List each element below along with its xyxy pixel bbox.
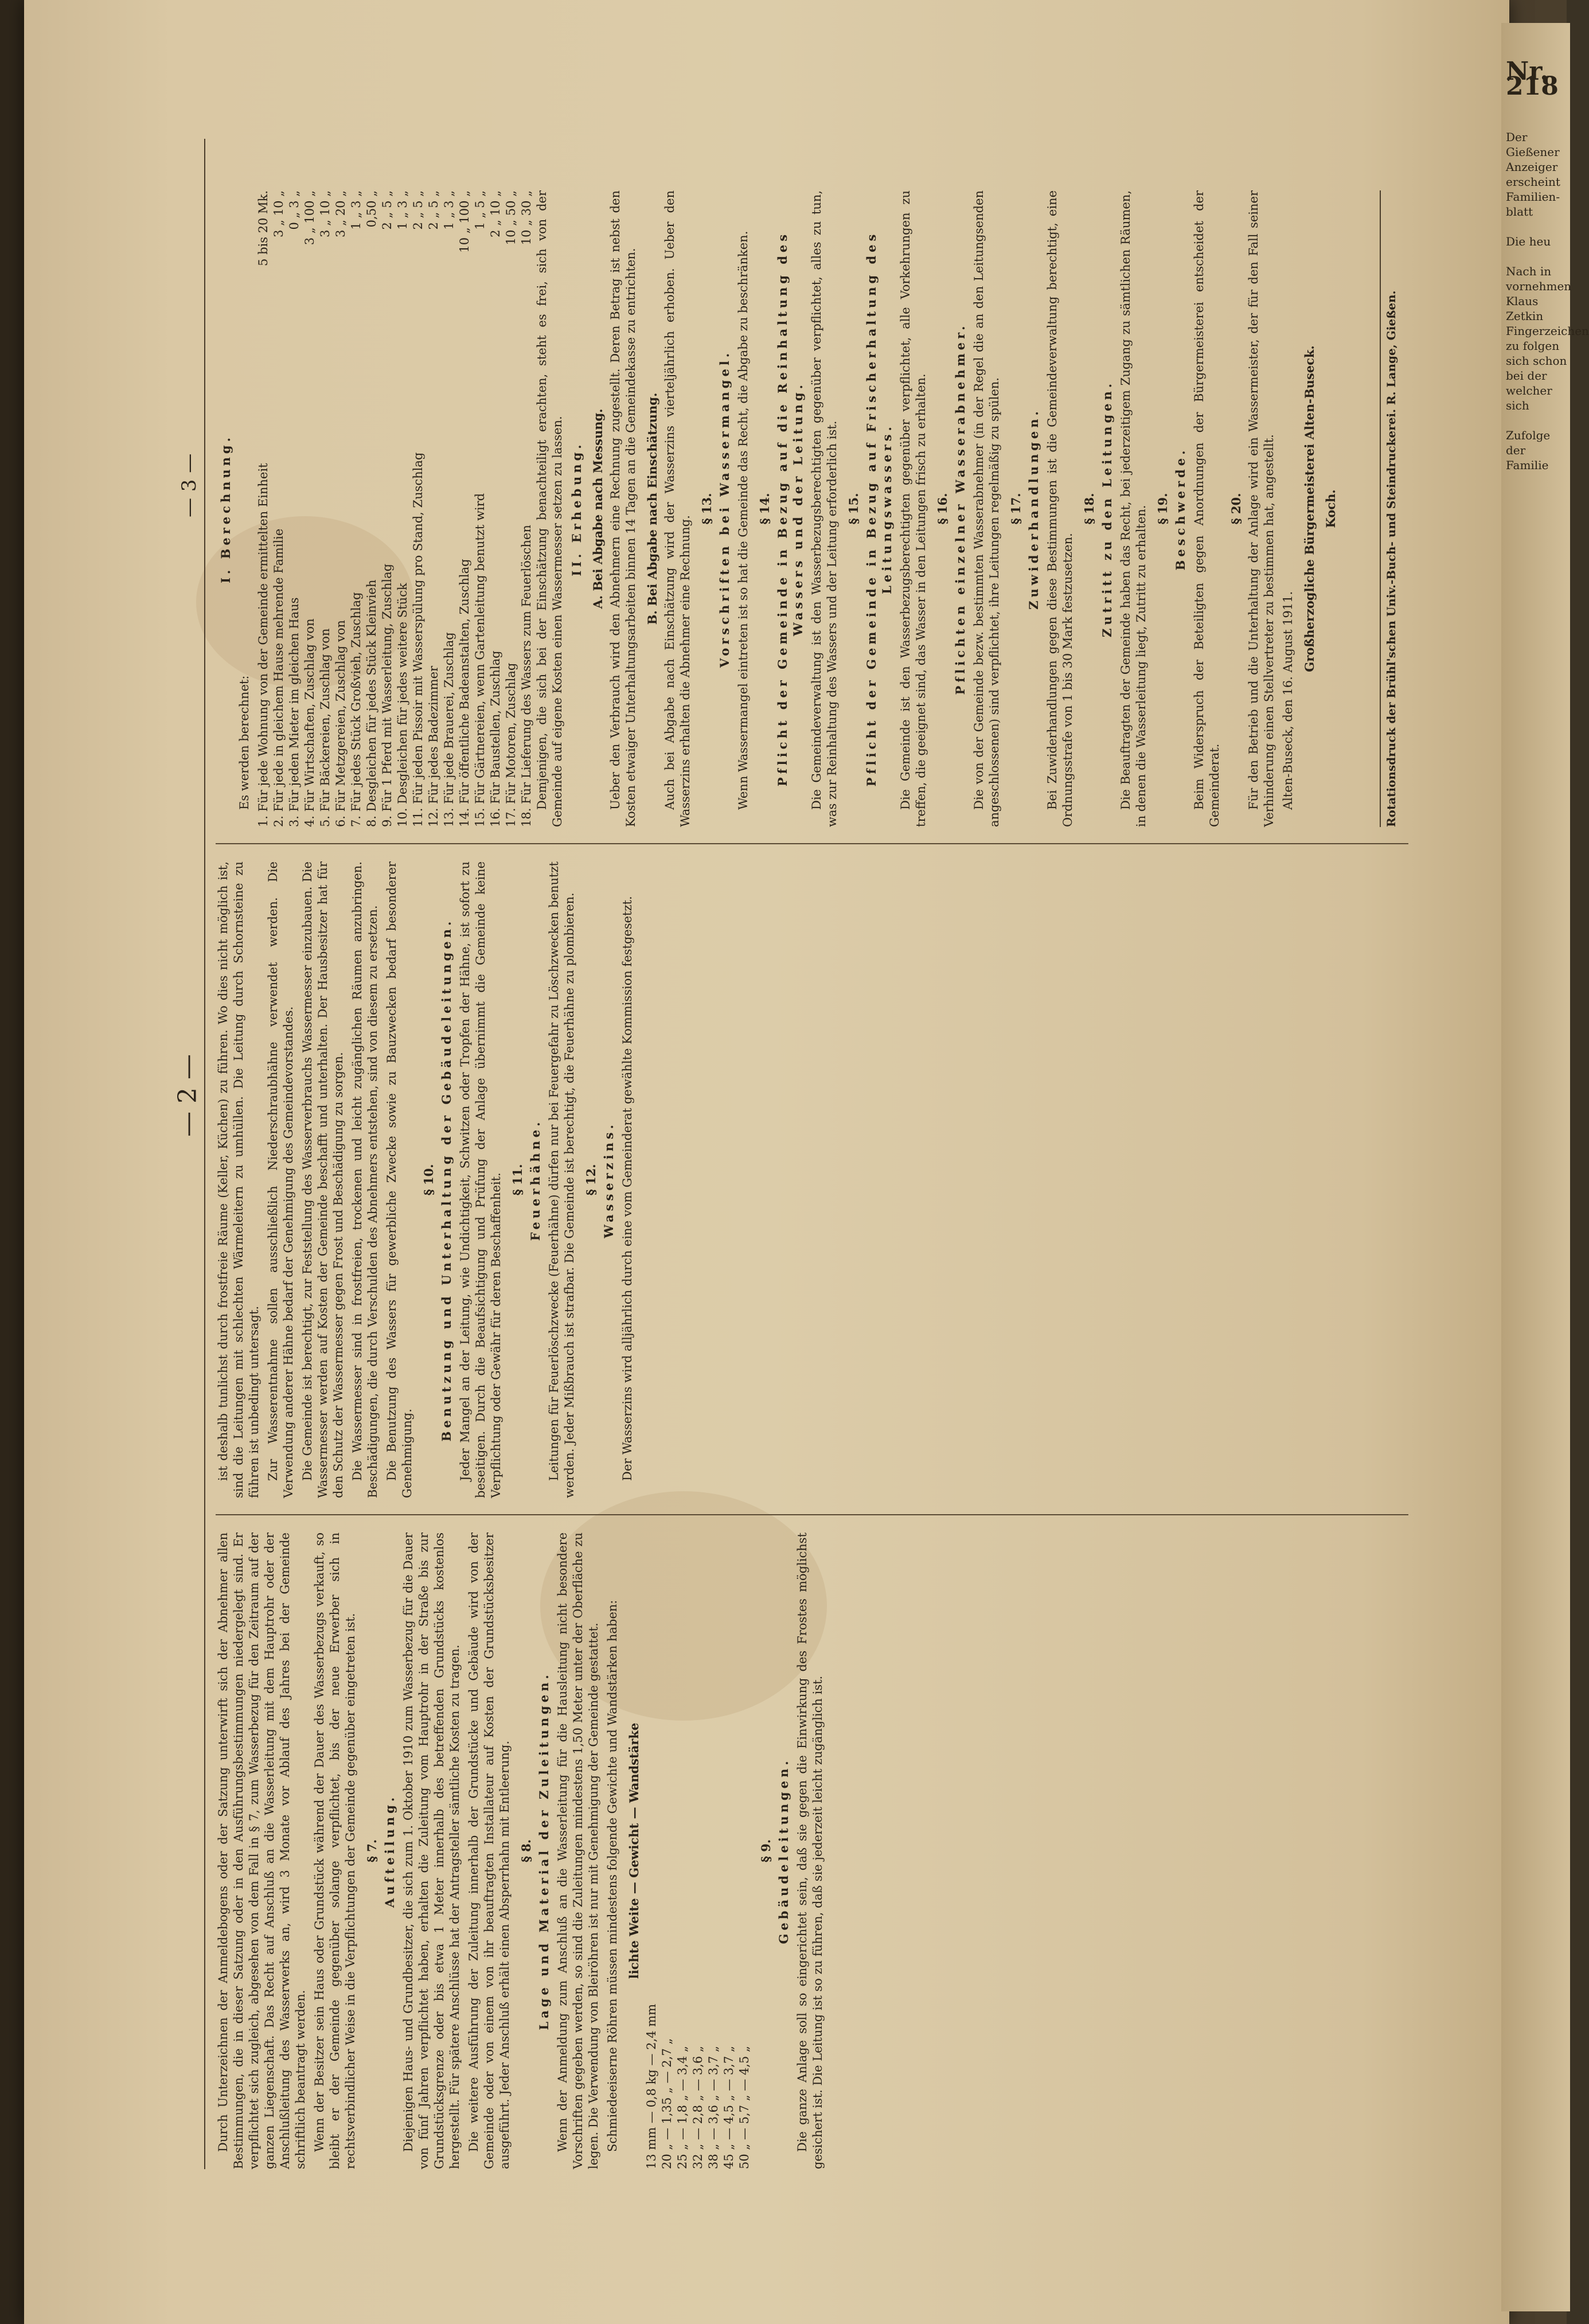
paragraph: Durch Unterzeichnen der Anmeldebogens oder der Satzung unterwirft sich der Abnehmer allen Bestimmungen, die in dieser Satzung oder in den Ausführungsbestimmungen niedergelegt sind. Er verpflichtet sich zugleich, abgesehen von dem Fall in § 7, zum Wasserbezug für den Zeitraum auf der ganzen Liegenschaft. Das Recht auf Anschluß an die Wasserleitung mit dem Hauptrohr oder der Anschlußleitung des Wasserwerks an, wird 3 Monate vor Ablauf des Jahres bei der Gemeinde schriftlich beantragt werden. [216, 1533, 307, 2169]
section-heading: Wasserzins. [602, 1121, 616, 1238]
section-number: § 20. [1229, 493, 1243, 525]
section-heading: Zutritt zu den Leitungen. [1100, 380, 1114, 638]
fee-item-label: 4. Für Wirtschaften, Zuschlag von [303, 618, 317, 827]
rotated-page-content [170, 139, 1431, 2169]
fee-item-label: 14. Für öffentliche Badeanstalten, Zuschlag [458, 559, 471, 827]
fee-item-amount: 1 „ 3 „ [396, 190, 409, 230]
fee-item-label: 7. Für jedes Stück Großvieh, Zuschlag [349, 592, 363, 827]
fee-item [333, 190, 349, 827]
page-number: — 2 — [173, 1054, 202, 1137]
fee-item [488, 190, 503, 827]
paragraph: ist deshalb tunlichst durch frostfreie Räume (Keller, Küchen) zu führen. Wo dies nicht möglich ist, sind die Leitungen mit schlechten Wärmeleitern zu umhüllen. Die Leitung durch Schornsteine zu führen ist unbedingt untersagt. [216, 861, 261, 1498]
section-heading: Lage und Material der Zuleitungen. [537, 1671, 551, 2030]
fee-item-label: 5. Für Bäckereien, Zuschlag von [318, 628, 332, 827]
table-row: 13 mm — 0,8 kg — 2,4 mm [645, 2003, 658, 2169]
fee-item [302, 190, 318, 827]
fee-item-label: 1. Für jede Wohnung von der Gemeinde ermittelten Einheit [256, 463, 270, 827]
section-number: § 10. [421, 1164, 436, 1196]
section-heading: Beschwerde. [1173, 447, 1188, 571]
paragraph: Die Gemeinde ist den Wasserbezugsberechtigten gegenüber verpflichtet, alle Vorkehrungen zu treffen, die geeignet sind, das Wasser in den Leitungen frisch zu erhalten. [899, 190, 928, 827]
fee-item-label: 16. Für Baustellen, Zuschlag [489, 650, 502, 827]
fee-item-amount: 10 „ 100 „ [458, 190, 471, 253]
paragraph: Die Wassermesser sind in frostfreien, trockenen und leicht zugänglichen Räumen anzubringen. Beschädigungen, die durch Verschulden des Abnehmers entstehen, sind von diesem zu ersetzen. [350, 861, 380, 1498]
fee-item [411, 190, 426, 827]
page-header [170, 139, 205, 2169]
adjacent-page-content [1506, 34, 1589, 502]
text-columns [216, 139, 1420, 2169]
fee-item-label: 15. Für Gärtnereien, wenn Gartenleitung benutzt wird [473, 493, 487, 827]
paragraph: Bei Zuwiderhandlungen gegen diese Bestimmungen ist die Gemeindeverwaltung berechtigt, eine Ordnungsstrafe von 1 bis 30 Mark festzusetzen. [1045, 190, 1075, 827]
section-heading: I. Berechnung. [218, 434, 233, 583]
fee-item [457, 190, 473, 827]
section-number: § 16. [935, 493, 950, 525]
fee-item [519, 190, 534, 827]
header-dash: — 3 — [178, 453, 201, 517]
section-number: § 11. [510, 1164, 525, 1196]
fee-item [349, 190, 364, 827]
fee-item-amount: 3 „ 100 „ [303, 190, 317, 245]
fee-item [473, 190, 488, 827]
fee-item-amount: 3 „ 10 „ [272, 190, 286, 237]
fee-item-amount: 3 „ 10 „ [318, 190, 332, 237]
paragraph: Jeder Mangel an der Leitung, wie Undichtigkeit, Schwitzen oder Tropfen der Hähne, ist sofort zu beseitigen. Durch die Beaufsichtigung und Prüfung der Anlage übernimmt die Gemeinde keine Verpflichtung oder Gewähr für deren Beschaffenheit. [458, 861, 503, 1498]
fee-item-label: 11. Für jeden Pissoir mit Wasserspülung pro Stand, Zuschlag [411, 452, 425, 827]
paragraph: Ueber den Verbrauch wird den Abnehmern eine Rechnung zugestellt. Deren Betrag ist nebst den Kosten etwaiger Unterhaltungsarbeiten binnen 14 Tagen an die Gemeindekasse zu entrichten. [608, 190, 638, 827]
fee-item-label: 8. Desgleichen für jedes Stück Kleinvieh [365, 579, 378, 827]
column-2 [216, 861, 1420, 1498]
table-row: 38 „ — 3,6 „ — 3,7 „ [706, 2046, 720, 2169]
subsection-heading: B. Bei Abgabe nach Einschätzung. [645, 392, 659, 625]
table-row: 50 „ — 5,7 „ — 4,5 „ [737, 2046, 751, 2169]
section-number: § 14. [758, 493, 772, 525]
fee-item-label: 9. Für 1 Pferd mit Wasserleitung, Zuschlag [380, 563, 394, 827]
paragraph: Diejenigen Haus- und Grundbesitzer, die sich zum 1. Oktober 1910 zum Wasserbezug für die Dauer von fünf Jahren verpflichtet haben, erhalten die Zuleitung vom Hauptrohr in der Straße bis zur Grundstücksgrenze oder bis etwa 1 Meter innerhalb des betreffenden Grundstücks kostenlos hergestellt. Für spätere Anschlüsse hat der Antragsteller sämtliche Kosten zu tragen. [401, 1533, 462, 2169]
fee-item-label: 6. Für Metzgereien, Zuschlag von [334, 620, 348, 827]
signature-name: Koch. [1323, 489, 1338, 528]
fee-item-label: 3. Für jeden Mieter im gleichen Haus [287, 597, 301, 827]
printer-imprint: Rotationsdruck der Brühl'schen Univ.-Buch- und Steindruckerei. R. Lange, Gießen. [1380, 190, 1398, 827]
paragraph: Die weitere Ausführung der Zuleitung innerhalb der Grundstücke und Gebäude wird von der Gemeinde oder von einem von ihr beauftragten Installateur auf Kosten der Grundstücksbesitzer ausgeführt. Jeder Anschluß erhält einen Absperrhahn mit Entleerung. [467, 1533, 512, 2169]
fee-item [380, 190, 395, 827]
fee-item-amount: 1 „ 3 „ [442, 190, 456, 230]
dateline: Alten-Buseck, den 16. August 1911. [1281, 591, 1295, 810]
fee-item-amount: 2 „ 10 „ [489, 190, 502, 237]
subsection-heading: A. Bei Abgabe nach Messung. [591, 408, 605, 609]
fee-item-amount: 1 „ 5 „ [473, 190, 487, 230]
fee-item-amount: 1 „ 3 „ [349, 190, 363, 230]
section-heading: II. Erhebung. [569, 441, 584, 576]
fee-item [318, 190, 333, 827]
paragraph: Die Benutzung des Wassers für gewerbliche Zwecke sowie zu Bauzwecken bedarf besonderer Genehmigung. [385, 861, 414, 1498]
paragraph: Der Wasserzins wird alljährlich durch eine vom Gemeinderat gewählte Kommission festgesetzt. [620, 896, 634, 1481]
section-number: § 15. [846, 493, 861, 525]
fee-item [426, 190, 442, 827]
paragraph: Demjenigen, die sich bei der Einschätzung benachteiligt erachten, steht es frei, sich von der Gemeinde auf eigene Kosten einen Wassermesser setzen zu lassen. [535, 190, 564, 827]
paragraph: Wenn der Anmeldung zum Anschluß an die Wasserleitung für die Hausleitung nicht besondere Vorschriften gegeben werden, so sind die Zuleitungen mindestens 1,50 Meter unter der Oberfläche zu legen. Die Verwendung von Bleiröhren ist nur mit Genehmigung der Gemeinde gestattet. [556, 1533, 600, 2169]
fee-item-amount: 10 „ 30 „ [520, 190, 533, 245]
section-heading: Gebäudeleitungen. [776, 1757, 791, 1944]
fee-item-amount: 0 „ 3 „ [287, 190, 301, 230]
section-number: § 9. [759, 1839, 773, 1863]
column-rule [216, 1514, 1408, 1515]
column-3 [216, 190, 1420, 827]
paragraph: Die ganze Anlage soll so eingerichtet sein, daß sie gegen die Einwirkung des Frostes möglichst gesichert ist. Die Leitung ist so zu führen, daß sie jederzeit leicht zugänglich ist. [795, 1533, 825, 2169]
table-row: 25 „ — 1,8 „ — 3,4 „ [676, 2046, 689, 2169]
signature-office: Großherzogliche Bürgermeisterei Alten-Buseck. [1302, 345, 1317, 672]
section-heading: Vorschriften bei Wassermangel. [717, 349, 732, 668]
fee-item-amount: 2 „ 5 „ [411, 190, 425, 230]
paragraph: Die Beauftragten der Gemeinde haben das Recht, bei jederzeitigem Zugang zu sämtlichen Räumen, in denen die Wasserleitung liegt, Zutritt zu erhalten. [1119, 190, 1148, 827]
section-heading: Zuwiderhandlungen. [1026, 408, 1041, 610]
section-number: § 17. [1009, 493, 1023, 525]
fee-item [395, 190, 411, 827]
section-heading: Pflicht der Gemeinde in Bezug auf Frischerhaltung des Leitungswassers. [864, 231, 894, 787]
section-number: § 13. [700, 493, 714, 525]
pipe-table [644, 1533, 752, 2169]
fee-item [271, 190, 287, 827]
paragraph: Leitungen für Feuerlöschzwecke (Feuerhähne) dürfen nur bei Feuergefahr zu Löschzwecken benutzt werden. Jeder Mißbrauch ist strafbar. Die Gemeinde ist berechtigt, die Feuerhähne zu plombieren. [547, 861, 576, 1498]
section-heading: Feuerhähne. [528, 1118, 542, 1241]
paragraph: Für den Betrieb und die Unterhaltung der Anlage wird ein Wassermeister, der für den Fall seiner Verhinderung einen Stellvertreter zu bestimmen hat, angestellt. [1247, 190, 1276, 827]
fee-item [256, 190, 271, 827]
fee-item-amount: 2 „ 5 „ [380, 190, 394, 230]
paragraph: Wenn der Besitzer sein Haus oder Grundstück während der Dauer des Wasserbezugs verkauft, so bleibt er der Gemeinde gegenüber solange verpflichtet, bis der neue Erwerber sich in rechtsverbindlicher Weise in die Verpflichtungen der Gemeinde gegenüber eingetreten ist. [313, 1533, 357, 2169]
table-row: 32 „ — 2,8 „ — 3,6 „ [691, 2046, 705, 2169]
table-row: 20 „ — 1,35 „ — 2,7 „ [660, 2038, 674, 2169]
paragraph: Auch bei Abgabe nach Einschätzung wird der Wasserzins vierteljährlich erhoben. Ueber den Wasserzins erhalten die Abnehmer eine Rechnung. [663, 190, 692, 827]
fee-item-label: 2. Für jede in gleichem Hause mehrende Familie [272, 528, 286, 827]
section-number: § 8. [519, 1839, 533, 1863]
adjacent-page-title: Nr. 218 [1506, 57, 1559, 101]
adjacent-page [1501, 23, 1589, 2311]
paragraph: Es werden berechnet: [237, 675, 251, 810]
paragraph: Zur Wasserentnahme sollen ausschließlich Niederschraubhähne verwendet werden. Die Verwendung anderer Hähne bedarf der Genehmigung des Gemeindevorstandes. [266, 861, 295, 1498]
table-row: 45 „ — 4,5 „ — 3,7 „ [722, 2046, 736, 2169]
fee-item [442, 190, 457, 827]
fee-item-amount: 3 „ 20 „ [334, 190, 348, 237]
section-heading: Pflichten einzelner Wasserabnehmer. [953, 322, 967, 695]
pipe-table-header: lichte Weite — Gewicht — Wandstärke [627, 1722, 641, 1979]
section-number: § 7. [365, 1839, 379, 1863]
fee-item-label: 12. Für jedes Badezimmer [427, 665, 440, 827]
fee-item-label: 17. Für Motoren, Zuschlag [504, 662, 518, 827]
paragraph: Die Gemeindeverwaltung ist den Wasserbezugsberechtigten gegenüber verpflichtet, alles zu tun, was zur Reinhaltung des Wassers und der Leitung erforderlich ist. [810, 190, 839, 827]
fee-item [287, 190, 302, 827]
fee-item-amount: 10 „ 50 „ [504, 190, 518, 245]
fee-item-amount: 2 „ 5 „ [427, 190, 440, 230]
section-heading: Aufteilung. [382, 1793, 397, 1908]
paragraph: Die von der Gemeinde bezw. bestimmten Wasserabnehmer (in der Regel die an den Leitungsenden angeschlossenen) sind verpflichtet, ihre Leitungen regelmäßig zu spülen. [972, 190, 1001, 827]
fee-item-amount: 0,50 „ [365, 190, 378, 228]
column-rule [216, 843, 1408, 844]
section-heading: Pflicht der Gemeinde in Bezug auf die Reinhaltung des Wassers und der Leitung. [775, 231, 805, 787]
fee-list [256, 190, 534, 827]
section-number: § 18. [1082, 493, 1096, 525]
fee-item-amount: 5 bis 20 Mk. [256, 190, 270, 266]
fee-item-label: 10. Desgleichen für jedes weitere Stück [396, 583, 409, 827]
fee-item-label: 18. Für Lieferung des Wassers zum Feuerlöschen [520, 525, 533, 827]
fee-item-label: 13. Für jede Brauerei, Zuschlag [442, 632, 456, 827]
fee-item [364, 190, 380, 827]
fee-item [503, 190, 519, 827]
paragraph: Schmiedeeiserne Röhren müssen mindestens folgende Gewichte und Wandstärken haben: [606, 1600, 619, 2152]
paragraph: Beim Widerspruch der Beteiligten gegen Anordnungen der Bürgermeisterei entscheidet der Gemeinderat. [1192, 190, 1221, 827]
section-number: § 19. [1155, 493, 1170, 525]
paragraph: Die Gemeinde ist berechtigt, zur Feststellung des Wasserverbrauchs Wassermesser einzubauen. Die Wassermesser werden auf Kosten der Gemeinde beschafft und unterhalten. Der Hausbesitzer hat für den Schutz der Wassermesser gegen Frost und Beschädigung zu sorgen. [300, 861, 345, 1498]
section-heading: Benutzung und Unterhaltung der Gebäudeleitungen. [439, 918, 454, 1442]
section-number: § 12. [584, 1164, 598, 1196]
column-1 [216, 1533, 1420, 2169]
adjacent-page-text: Der Gießener Anzeiger erscheint Familien- blatt Die heu Nach in vornehmen Klaus Zetkin Fingerzeichen zu folgen sich schon bei der welcher sich Zufolge der Familie [1506, 130, 1589, 472]
paragraph: Wenn Wassermangel eintreten ist so hat die Gemeinde das Recht, die Abgabe zu beschränken. [736, 231, 750, 810]
